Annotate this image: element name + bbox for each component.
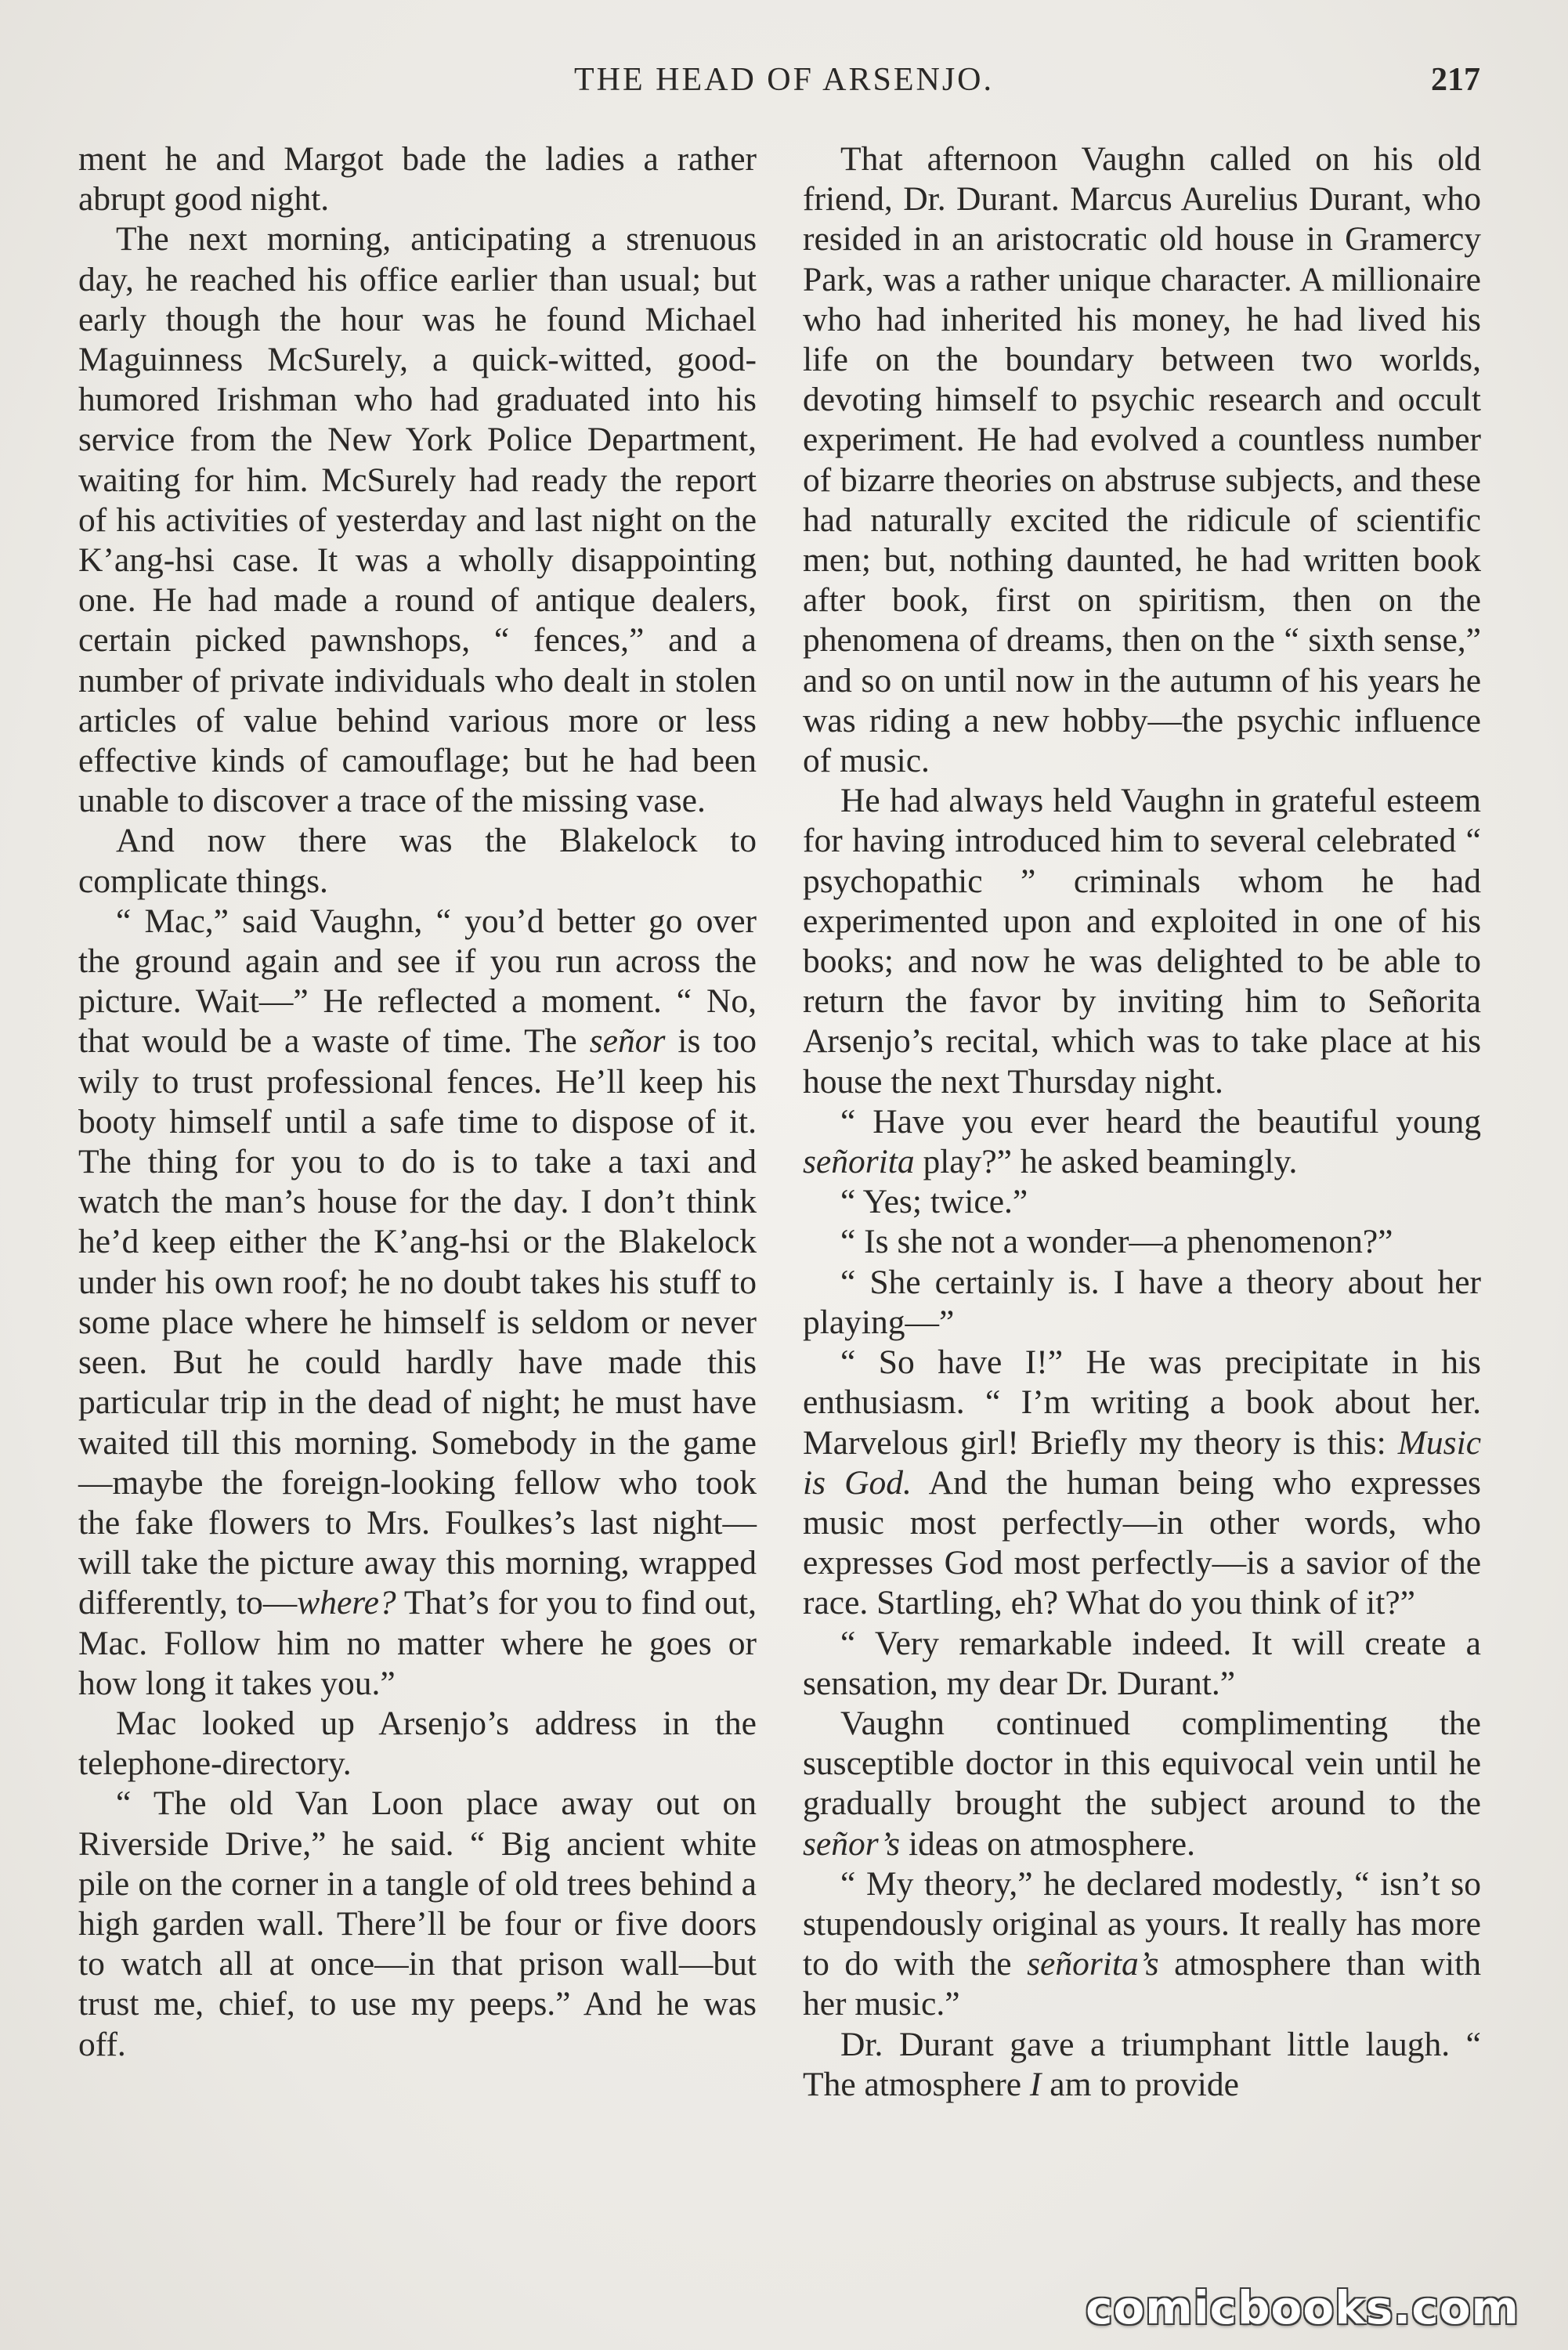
text-run: is too wily to trust professional fences. He’ll keep his booty himself until a safe time to dispose of it. The thing for you to do is to take a taxi and watch the man’s house for the day. I don’t think he’d keep either the K’ang-hsi or the Blakelock under his own roof; he no doubt takes his stuff to some place where he himself is seldom or never seen. But he could hardly have made this particular trip in the dead of night; he must have waited till this morning. Somebody in the game—maybe the foreign-looking fellow who took the fake flowers to Mrs. Foulkes’s last night—will take the picture away this morning, wrapped differently, to— (78, 1022, 757, 1622)
paragraph (78, 1704, 757, 1784)
paragraph (78, 902, 757, 1704)
text-run: That afternoon Vaughn called on his old friend, Dr. Durant. Marcus Aurelius Durant, who resided in an aristocratic old house in Gramercy Park, was a rather unique character. A millionaire who had inherited his money, he had lived his life on the boundary between two worlds, devoting himself to psychic research and occult experiment. He had evolved a countless number of bizarre theories on abstruse subjects, and these had naturally excited the ridicule of scientific men; but, nothing daunted, he had written book after book, first on spiritism, then on the phenomena of dreams, then on the “ sixth sense,” and so on until now in the autumn of his years he was riding a new hobby—the psychic influence of music. (803, 140, 1481, 780)
paragraph (78, 1784, 757, 2064)
text-run: The next morning, anticipating a strenuous day, he reached his office earlier than usual; but early though the hour was he found Michael Maguinness McSurely, a quick-witted, good-humored Irishman who had graduated into his service from the New York Police Department, waiting for him. McSurely had ready the report of his activities of yesterday and last night on the K’ang-hsi case. It was a wholly disappointing one. He had made a round of antique dealers, certain picked pawnshops, “ fences,” and a number of private individuals who dealt in stolen articles of value behind various more or less effective kinds of camouflage; but he had been unable to discover a trace of the missing vase. (78, 220, 757, 820)
text-run: “ Yes; twice.” (840, 1183, 1028, 1221)
text-run: Mac looked up Arsenjo’s address in the telephone-directory. (78, 1704, 757, 1783)
paragraph (803, 781, 1481, 1102)
text-run: Vaughn continued complimenting the susceptible doctor in this equivocal vein until he gradually brought the subject around to the (803, 1704, 1481, 1823)
page-header (0, 61, 1568, 116)
text-run: play?” he asked beamingly. (914, 1143, 1298, 1181)
text-run: That’s for you to find out, Mac. Follow him no matter where he goes or how long it takes you.” (78, 1584, 757, 1702)
text-run: “ So have I!” He was precipitate in his enthusiasm. “ I’m writing a book about her. Marvelous girl! Briefly my theory is this: (803, 1343, 1481, 1462)
text-run: “ Mac,” said Vaughn, “ you’d better go over the ground again and see if you run across the picture. Wait—” He reflected a moment. “ No, that would be a waste of time. The (78, 902, 757, 1061)
text-run: He had always held Vaughn in grateful esteem for having introduced him to several celebrated “ psychopathic ” criminals whom he had experimented upon and exploited in one of his books; and now he was delighted to be able to return the favor by inviting him to Señorita Arsenjo’s recital, which was to take place at his house the next Thursday night. (803, 782, 1481, 1101)
text-run: “ My theory,” he declared modestly, “ isn’t so stupendously original as yours. It really has more to do with the (803, 1864, 1481, 1983)
text-run: atmosphere than with her music.” (803, 1945, 1481, 2023)
text-run: Dr. Durant gave a triumphant little laugh. “ The atmosphere (803, 2025, 1481, 2103)
paragraph (803, 1263, 1481, 1343)
text-run: “ The old Van Loon place away out on Riverside Drive,” he said. “ Big ancient white pile on the corner in a tangle of old trees behind a high garden wall. There’ll be four or five doors to watch all at once—in that prison wall—but trust me, chief, to use my peeps.” And he was off. (78, 1784, 757, 2063)
right-column (803, 139, 1481, 2105)
page-number: 217 (1431, 62, 1480, 98)
italic-text: señorita’s (1027, 1945, 1159, 1983)
paragraph (803, 1182, 1481, 1222)
italic-text: señor’s (803, 1824, 901, 1863)
text-run: “ She certainly is. I have a theory about her playing—” (803, 1263, 1481, 1341)
italic-text: where? (297, 1584, 396, 1622)
paragraph (78, 219, 757, 821)
text-run: And now there was the Blakelock to complicate things. (78, 822, 757, 900)
paragraph (803, 2025, 1481, 2105)
paragraph (78, 139, 757, 219)
paragraph (803, 1222, 1481, 1262)
text-run: ment he and Margot bade the ladies a rather abrupt good night. (78, 140, 757, 219)
italic-text: señor (589, 1022, 666, 1061)
paragraph (78, 821, 757, 901)
text-run: “ Have you ever heard the beautiful young (840, 1102, 1481, 1141)
paragraph (803, 139, 1481, 781)
italic-text: Music is God. (803, 1423, 1481, 1502)
text-run: ideas on atmosphere. (900, 1824, 1195, 1863)
running-title: THE HEAD OF ARSENJO. (573, 62, 995, 98)
italic-text: I (1029, 2065, 1042, 2103)
italic-text: señorita (803, 1143, 915, 1181)
text-run: “ Very remarkable indeed. It will create a sensation, my dear Dr. Durant.” (803, 1624, 1481, 1702)
paragraph (803, 1704, 1481, 1864)
text-run: am to provide (1041, 2065, 1239, 2103)
text-run: And the human being who expresses music most perfectly—in other words, who expresses God most perfectly—is a savior of the race. Startling, eh? What do you think of it?” (803, 1463, 1481, 1622)
paragraph (803, 1864, 1481, 2025)
text-run: “ Is she not a wonder—a phenomenon?” (840, 1223, 1393, 1261)
paragraph (803, 1343, 1481, 1623)
paragraph (803, 1624, 1481, 1704)
left-column (78, 139, 757, 2065)
watermark-logo: comicbooks.com (1086, 2281, 1519, 2334)
paragraph (803, 1102, 1481, 1182)
